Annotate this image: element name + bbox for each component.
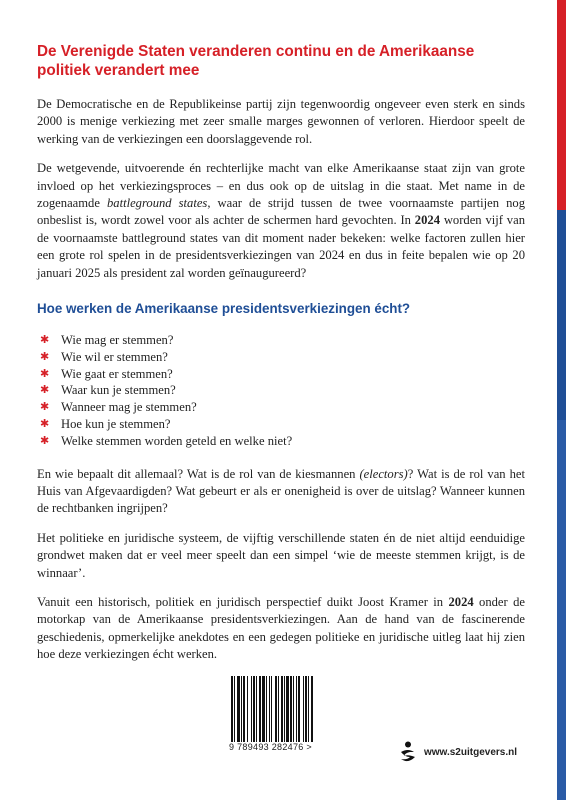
paragraph-system: Het politieke en juridische systeem, de vijftig verschillende staten én de niet altijd eenduidige grondwet maken dat er veel meer speelt dan een simpel ‘wie de meeste stemmen krijgt, is de winnaar’. xyxy=(37,530,525,580)
back-cover-text xyxy=(37,42,525,676)
star-icon: ✱ xyxy=(40,418,50,431)
barcode-bar xyxy=(234,676,235,742)
headline: De Verenigde Staten veranderen continu en de Amerikaanse politiek verandert mee xyxy=(37,43,475,79)
question-text: Welke stemmen worden geteld en welke niet? xyxy=(61,433,293,448)
question-text: Hoe kun je stemmen? xyxy=(61,417,171,432)
barcode-bar xyxy=(269,676,270,742)
star-icon: ✱ xyxy=(40,384,50,397)
barcode-bar xyxy=(284,676,285,742)
text-run: En wie bepaalt dit allemaal? Wat is de rol van de kiesmannen xyxy=(37,466,360,481)
book-title: 2024 xyxy=(414,213,440,228)
list-item xyxy=(37,366,525,383)
star-icon: ✱ xyxy=(40,334,50,347)
flag-stripe-red xyxy=(557,0,566,210)
barcode-bar xyxy=(259,676,261,742)
isbn-number: 9 789493 282476 > xyxy=(229,742,312,752)
italic-term: battleground states xyxy=(106,196,208,211)
barcode-bar xyxy=(286,676,289,742)
barcode-bar xyxy=(290,676,292,742)
barcode-bar xyxy=(305,676,307,742)
book-title: 2024 xyxy=(448,595,474,610)
list-item xyxy=(37,382,525,399)
barcode-bar xyxy=(253,676,255,742)
star-icon: ✱ xyxy=(40,434,50,447)
list-item xyxy=(37,349,525,366)
paragraph-questions xyxy=(37,466,525,518)
star-icon: ✱ xyxy=(40,367,50,380)
question-text: Wie mag er stemmen? xyxy=(61,333,174,348)
barcode-bar xyxy=(271,676,272,742)
star-icon: ✱ xyxy=(40,350,50,363)
italic-term: (electors) xyxy=(359,466,408,481)
paragraph-author xyxy=(37,594,525,664)
barcode-bar xyxy=(311,676,313,742)
barcode xyxy=(229,676,345,742)
publisher-block xyxy=(396,740,517,764)
paragraph-battleground xyxy=(37,160,525,282)
flag-stripe xyxy=(557,0,566,800)
publisher-url: www.s2uitgevers.nl xyxy=(424,746,517,758)
barcode-bar xyxy=(281,676,283,742)
barcode-bar xyxy=(266,676,267,742)
list-item xyxy=(37,332,525,349)
list-item xyxy=(37,399,525,416)
barcode-bar xyxy=(237,676,240,742)
text-run: De wetgevende, uitvoerende én rechterlijke macht van elke Amerikaanse staat zijn van grote invloed op het verkiezingsproces – en dus ook op de uitslag in die staat. Met name in de zogenaamde xyxy=(37,161,525,211)
publisher-logo-icon xyxy=(396,740,420,764)
text-run: onder de motorkap van de Amerikaanse presidentsverkiezingen. Aan de hand van de fascinerende geschiedenis, opmerkelijke anekdotes en een gedegen politieke en juridische uitleg laat hij zien hoe deze verkiezingen écht werken. xyxy=(37,595,525,662)
barcode-bar xyxy=(241,676,242,742)
text-run: Vanuit een historisch, politiek en juridisch perspectief duikt Joost Kramer in xyxy=(37,595,449,610)
question-text: Wie wil er stemmen? xyxy=(61,349,168,364)
barcode-bar xyxy=(293,676,294,742)
barcode-bar xyxy=(298,676,300,742)
list-item xyxy=(37,433,525,450)
question-list xyxy=(37,332,525,450)
barcode-bar xyxy=(251,676,252,742)
barcode-bar xyxy=(303,676,304,742)
text-run: , waar de strijd tussen de twee voornaamste partijen nog onbeslist is, wordt zowel voor als achter de schermen hard gevochten. In xyxy=(37,196,525,228)
barcode-bar xyxy=(296,676,297,742)
text-run: worden vijf van de voornaamste battleground states van dit moment nader bekeken: welke factoren zullen hier een grote rol spelen in de presidentsverkiezingen van 2024 en dus in feite bepalen wie op 20 januari 2025 als president zal worden geïnaugureerd? xyxy=(37,213,525,280)
barcode-bar xyxy=(243,676,245,742)
barcode-bar xyxy=(308,676,309,742)
list-item xyxy=(37,416,525,433)
star-icon: ✱ xyxy=(40,401,50,414)
subheading: Hoe werken de Amerikaanse presidentsverkiezingen écht? xyxy=(37,301,411,317)
barcode-bar xyxy=(262,676,265,742)
question-text: Waar kun je stemmen? xyxy=(61,383,176,398)
barcode-bar xyxy=(256,676,257,742)
barcode-bar xyxy=(275,676,277,742)
barcode-bar xyxy=(247,676,248,742)
barcode-bar xyxy=(278,676,279,742)
question-text: Wie gaat er stemmen? xyxy=(61,366,173,381)
question-text: Wanneer mag je stemmen? xyxy=(61,400,197,415)
flag-stripe-blue-lower xyxy=(557,420,566,800)
barcode-bar xyxy=(231,676,233,742)
text-run: ? Wat is de rol van het Huis van Afgevaardigden? Wat gebeurt er als er onenigheid is over de uitslag? Wanneer kunnen de rechtbanken ingrijpen? xyxy=(37,466,525,516)
paragraph-intro: De Democratische en de Republikeinse partij zijn tegenwoordig ongeveer even sterk en sinds 2000 is menige verkiezing met zeer smalle marges gewonnen of verloren. Hierdoor speelt de werking van de verkiezingen een doorslaggevende rol. xyxy=(37,97,525,146)
